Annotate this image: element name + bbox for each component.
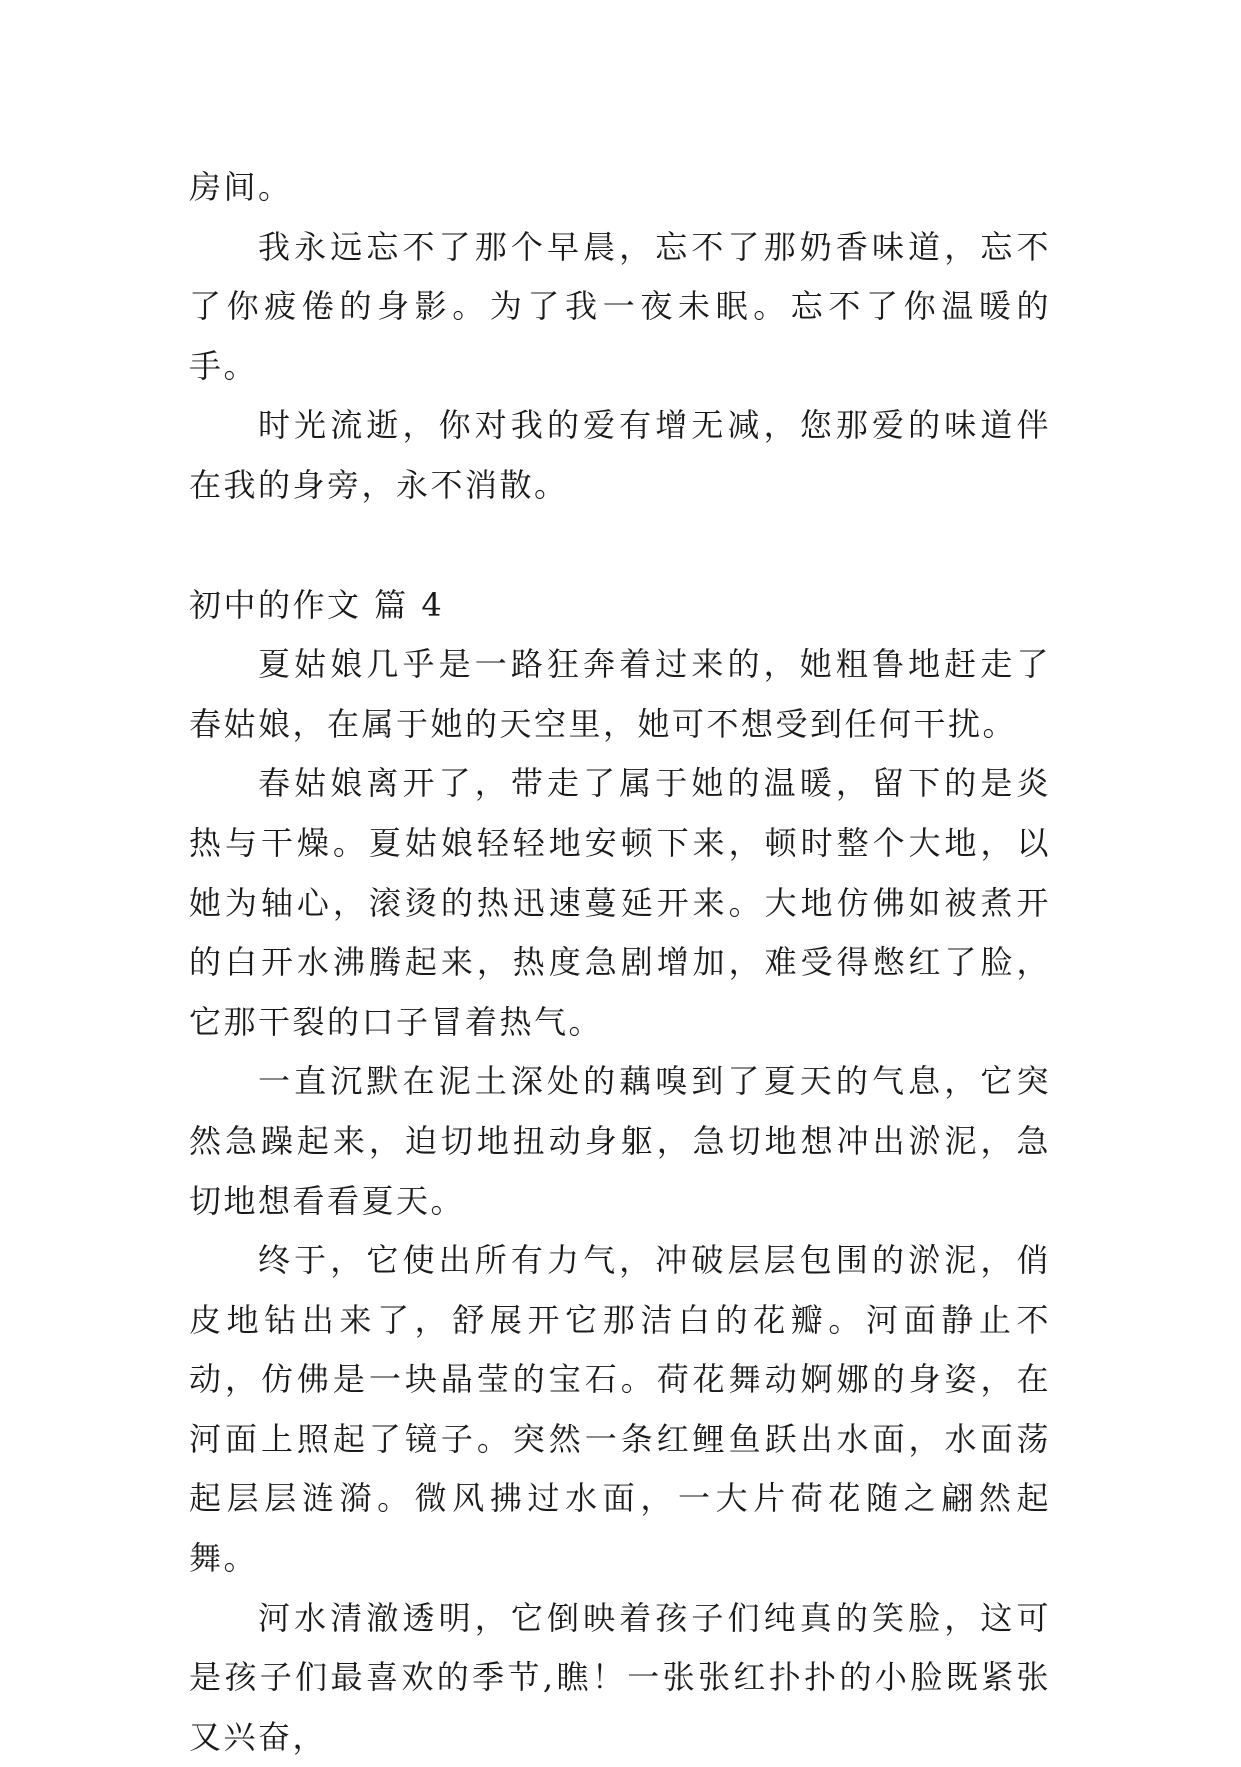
- section-heading: 初中的作文 篇 4: [189, 585, 445, 624]
- section-spacer: [189, 516, 1051, 576]
- paragraph: 终于，它使出所有力气，冲破层层包围的淤泥，俏皮地钻出来了，舒展开它那洁白的花瓣。河面静止不动，仿佛是一块晶莹的宝石。荷花舞动婀娜的身姿，在河面上照起了镜子。突然一条红鲤鱼跃出水面，水面荡起层层涟漪。微风拂过水面，一大片荷花随之翩然起舞。: [189, 1241, 1051, 1578]
- document-body: [189, 158, 1051, 1767]
- paragraph: 我永远忘不了那个早晨，忘不了那奶香味道，忘不了你疲倦的身影。为了我一夜未眠。忘不了你温暖的手。: [189, 227, 1051, 385]
- continued-paragraph: 房间。: [189, 168, 293, 206]
- paragraph: 时光流逝，你对我的爱有增无减，您那爱的味道伴在我的身旁，永不消散。: [189, 406, 1051, 504]
- paragraph: 夏姑娘几乎是一路狂奔着过来的，她粗鲁地赶走了春姑娘，在属于她的天空里，她可不想受到任何干扰。: [189, 645, 1051, 743]
- paragraph: 春姑娘离开了，带走了属于她的温暖，留下的是炎热与干燥。夏姑娘轻轻地安顿下来，顿时整个大地，以她为轴心，滚烫的热迅速蔓延开来。大地仿佛如被煮开的白开水沸腾起来，热度急剧增加，难受得憋红了脸，它那干裂的口子冒着热气。: [189, 764, 1051, 1041]
- paragraph: 一直沉默在泥土深处的藕嗅到了夏天的气息，它突然急躁起来，迫切地扭动身躯，急切地想冲出淤泥，急切地想看看夏天。: [189, 1062, 1051, 1220]
- paragraph: 河水清澈透明，它倒映着孩子们纯真的笑脸，这可是孩子们最喜欢的季节,瞧！一张张红扑扑的小脸既紧张又兴奋，: [189, 1598, 1051, 1756]
